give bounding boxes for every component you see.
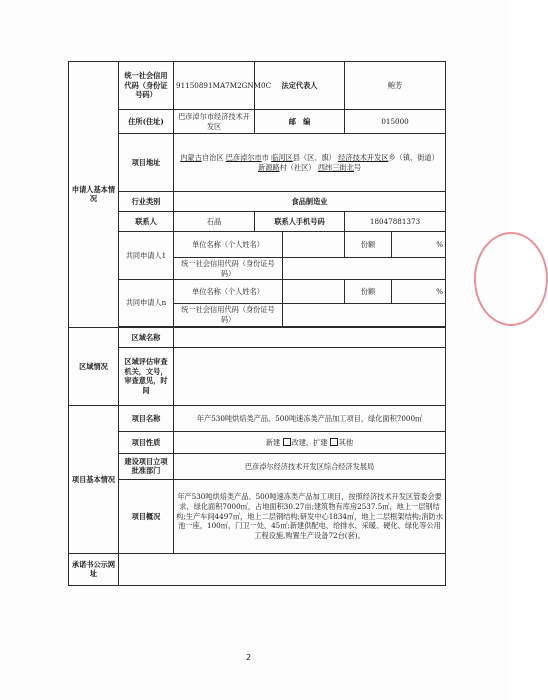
- addr-zone: 经济技术开发区: [338, 152, 389, 162]
- project-nature-label: 项目性质: [119, 431, 174, 453]
- form-row: [69, 232, 446, 258]
- project-address-value: [174, 134, 446, 192]
- region-name-label: 区域名称: [119, 327, 174, 347]
- project-nature-options: [174, 431, 446, 453]
- credit-code-label: 统一社会信用代码（身份证号码）: [119, 62, 174, 110]
- address-value: 巴彦淖尔市经济技术开发区: [174, 110, 255, 134]
- project-address-label: 项目地址: [119, 134, 174, 192]
- co-code-label: 统一社会信用代码（身份证号码）: [174, 304, 283, 326]
- form-row: [69, 110, 446, 134]
- form-row: [69, 327, 446, 347]
- form-row: [69, 280, 446, 304]
- co-code-value: [283, 258, 446, 280]
- checkbox-unchecked-icon: [330, 438, 338, 446]
- application-form-table: [68, 61, 446, 586]
- approval-dept-label: 建设项目立项批准部门: [119, 453, 174, 479]
- unit-name-label: 单位名称（个人姓名）: [174, 232, 283, 258]
- form-row: [69, 479, 446, 553]
- addr-province: 内蒙古: [180, 152, 202, 162]
- form-row: [69, 405, 446, 431]
- industry-label: 行业类别: [119, 192, 174, 212]
- share-unit: %: [392, 280, 446, 304]
- addr-text: 自治区: [201, 152, 224, 162]
- addr-district: 临河区: [271, 152, 293, 162]
- address-label: 住所(住址): [119, 110, 174, 134]
- project-section-label: 项目基本情况: [69, 405, 119, 553]
- project-name-value: 年产530吨烘焙类产品、500吨速冻类产品加工项目，绿化面积7000㎡: [174, 405, 446, 431]
- nature-option-rebuild: 改建、扩建: [291, 437, 328, 447]
- nature-option-new: 新建: [265, 437, 281, 447]
- postcode-label: 邮 编: [255, 110, 345, 134]
- addr-text: 村（社区）: [279, 162, 316, 172]
- form-row: [69, 134, 446, 192]
- legal-rep-label: 法定代表人: [255, 62, 345, 110]
- commitment-section-label: 承诺书公示网址: [69, 553, 119, 585]
- contact-phone-value: 18047881373: [345, 212, 446, 232]
- postcode-value: 015000: [345, 110, 446, 134]
- checkbox-unchecked-icon: [283, 438, 291, 446]
- addr-village: 新源路: [258, 162, 280, 172]
- project-overview-value: 年产530吨烘焙类产品、500吨速冻类产品加工项目，按照经济技术开发区管委会要求，绿化面积7000㎡，占地面积30.27亩;建筑物有库房2537.5㎡，地上一层钢结构;生产车间4497㎡，地上二层钢结构;研发中心1834㎡，地上二层框架结构;消防水池一座，100㎡，门卫一处，45㎡;新建供配电、给排水、采暖、硬化、绿化等公用工程设施,购置生产设备72台(套)。: [174, 479, 446, 553]
- addr-text: 乡（镇、街道）: [388, 152, 439, 162]
- co-code-value: [283, 304, 446, 326]
- addr-text: 县（区、旗）: [292, 152, 336, 162]
- contact-phone-label: 联系人手机号码: [255, 212, 345, 232]
- unit-name-value: [283, 232, 345, 258]
- form-row: [69, 553, 446, 585]
- co-applicant-n-label: 共同申请人n: [119, 280, 174, 326]
- addr-text: 市: [261, 152, 269, 162]
- share-label: 份额: [345, 232, 392, 258]
- contact-value: 石晶: [174, 212, 255, 232]
- region-review-label: 区域评估审查机关，文号，审查意见，时间: [119, 347, 174, 405]
- share-label: 份额: [345, 280, 392, 304]
- form-row: [69, 212, 446, 232]
- form-row: [69, 62, 446, 110]
- form-row: [69, 192, 446, 212]
- addr-street: 西纬三街北: [317, 162, 354, 172]
- share-unit: %: [392, 232, 446, 258]
- official-seal-stamp: [474, 232, 548, 326]
- commitment-url-value: [119, 553, 446, 585]
- form-row: [69, 347, 446, 405]
- form-row: [69, 431, 446, 453]
- approval-dept-value: 巴彦淖尔经济技术开发区综合经济发展局: [174, 453, 446, 479]
- co-applicant-1-label: 共同申请人1: [119, 232, 174, 280]
- addr-text: 号: [353, 162, 362, 172]
- industry-value: 食品制造业: [174, 192, 446, 212]
- project-name-label: 项目名称: [119, 405, 174, 431]
- addr-city: 巴彦淖尔市: [225, 152, 262, 162]
- contact-label: 联系人: [119, 212, 174, 232]
- applicant-section-label: 申请人基本情况: [69, 62, 119, 328]
- credit-code-value: 91150891MA7M2GNM0C: [174, 62, 255, 110]
- unit-name-value: [283, 280, 345, 304]
- page-number: 2: [246, 653, 252, 662]
- region-name-value: [174, 327, 446, 347]
- co-code-label: 统一社会信用代码（身份证号码）: [174, 258, 283, 280]
- region-section-label: 区域情况: [69, 327, 119, 405]
- nature-option-other: 其他: [338, 437, 354, 447]
- project-overview-label: 项目概况: [119, 479, 174, 553]
- unit-name-label: 单位名称（个人姓名）: [174, 280, 283, 304]
- form-row: [69, 453, 446, 479]
- legal-rep-value: 鲍芳: [345, 62, 446, 110]
- region-review-value: [174, 347, 446, 405]
